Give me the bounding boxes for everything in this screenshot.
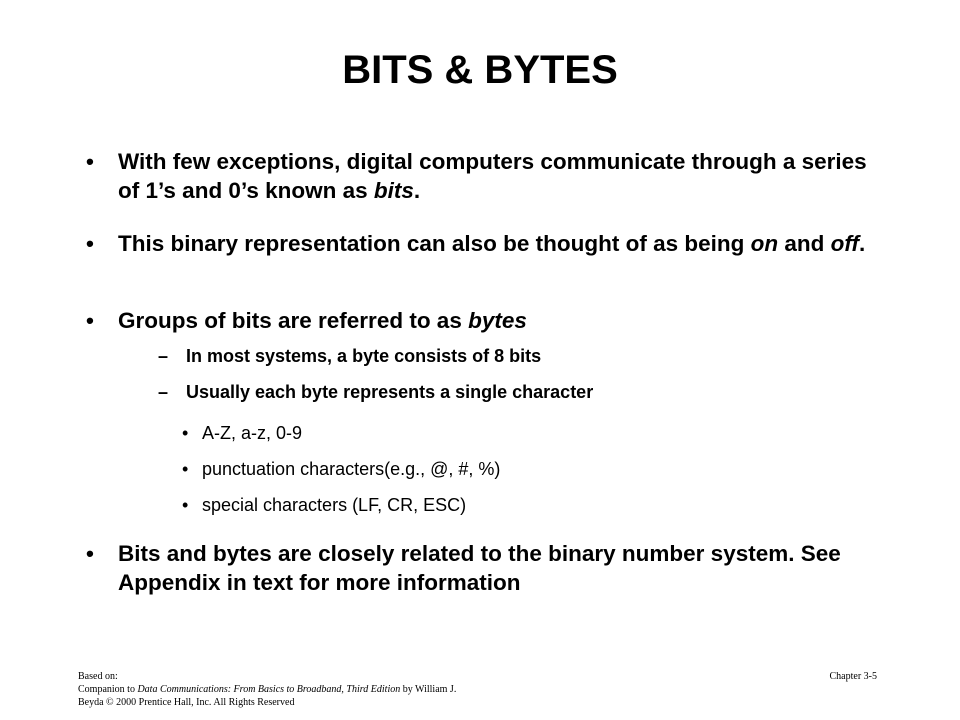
footer-line-1: Based on:: [78, 671, 118, 682]
emphasis-bits: bits: [373, 178, 414, 203]
bullet-marker: •: [182, 423, 189, 443]
sub-bullet-byte-size: [158, 344, 858, 368]
sub-bullet-text: Usually each byte represents a single character: [186, 382, 594, 402]
slide-title: BITS & BYTES: [342, 48, 618, 92]
item-letters-digits: [182, 421, 832, 445]
chapter-number: Chapter 3-5: [829, 671, 877, 682]
bullet-marker: •: [86, 149, 94, 174]
bullet-text: Groups of bits are referred to as bytes: [118, 308, 527, 333]
item-text: punctuation characters(e.g., @, #, %): [202, 459, 501, 479]
bullet-marker: •: [86, 231, 94, 256]
item-special: [182, 493, 832, 517]
item-text: A-Z, a-z, 0-9: [202, 423, 303, 443]
bullet-text: This binary representation can also be thought of as being on and off.: [118, 231, 866, 256]
emphasis-on: on: [750, 231, 779, 256]
item-text: special characters (LF, CR, ESC): [202, 495, 467, 515]
emphasis-bytes: bytes: [468, 308, 527, 333]
sub-bullet-character: [158, 380, 858, 404]
sub-bullet-text: In most systems, a byte consists of 8 bits: [186, 346, 542, 366]
dash-marker: –: [158, 346, 169, 366]
bullet-bytes: [86, 306, 876, 335]
bullet-marker: •: [86, 308, 94, 333]
footer-line-2: Companion to Data Communications: From Basics to Broadband, Third Edition by William J.: [78, 684, 457, 695]
bullet-text: Bits and bytes are closely related to the binary number system. See Appendix in text for more information: [118, 541, 841, 595]
bullet-text: With few exceptions, digital computers communicate through a series of 1’s and 0’s known as bits.: [118, 149, 867, 203]
footer-citation: [78, 670, 598, 709]
bullet-binary-system: [86, 539, 876, 597]
bullet-marker: •: [182, 459, 189, 479]
footer-line-3: Beyda © 2000 Prentice Hall, Inc. All Rights Reserved: [78, 697, 295, 708]
bullet-bits: [86, 147, 876, 205]
bullet-marker: •: [182, 495, 189, 515]
item-punctuation: [182, 457, 832, 481]
dash-marker: –: [158, 382, 169, 402]
bullet-on-off: [86, 229, 876, 258]
bullet-marker: •: [86, 541, 94, 566]
book-title: Data Communications: From Basics to Broadband, Third Edition: [137, 684, 401, 695]
emphasis-off: off: [830, 231, 859, 256]
